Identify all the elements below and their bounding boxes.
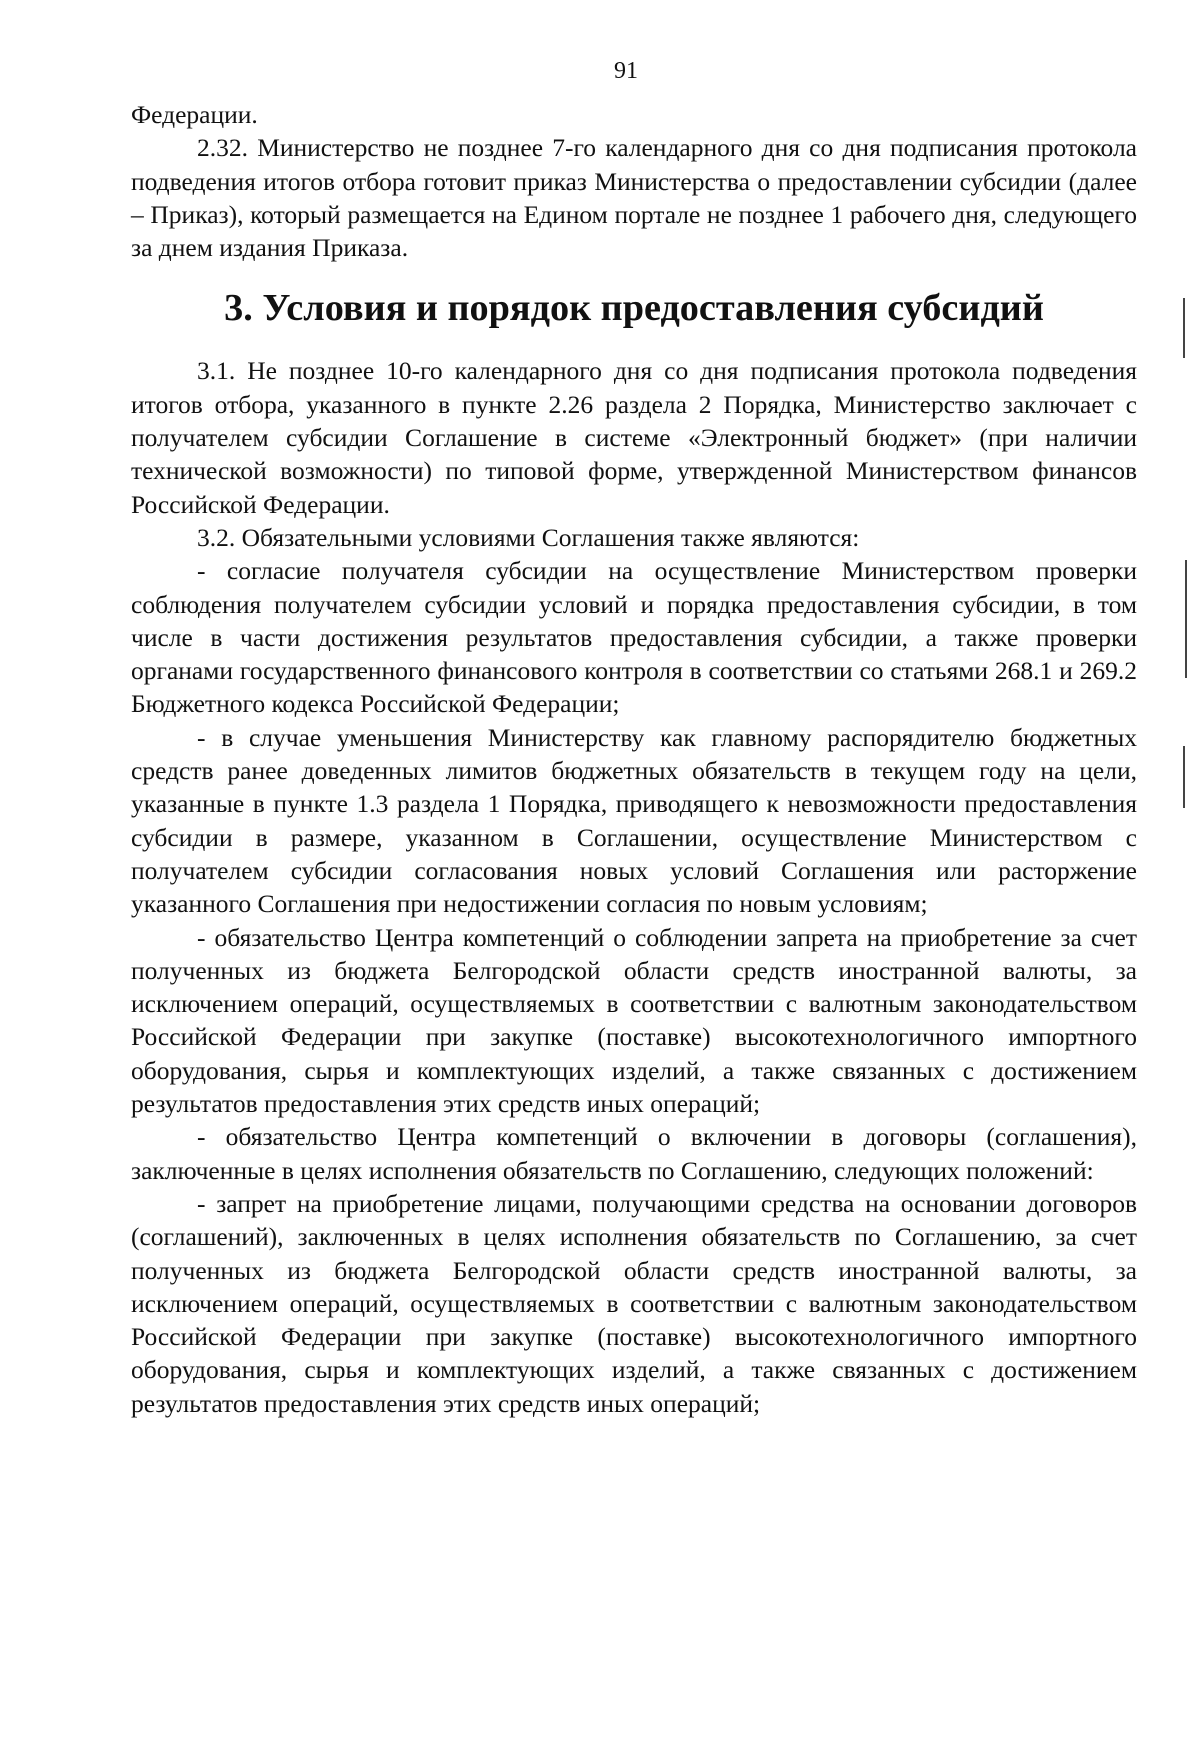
list-item-limit-reduction: - в случае уменьшения Министерству как главному распорядителю бюджетных средств ранее доведенных лимитов бюджетных обязательств в текущем году на цели, указанные в пункте 1.3 раздела 1 Порядка, приводящего к невозможности предоставления субсидии в размере, указанном в Соглашении, осуществление Министерством с получателем субсидии согласования новых условий Соглашения или расторжение указанного Соглашения при недостижении согласия по новым условиям; — [131, 722, 1137, 919]
paragraph-continuation: Федерации. — [131, 100, 258, 129]
list-item-subcontract-currency-ban: - запрет на приобретение лицами, получающими средства на основании договоров (соглашений), заключенных в целях исполнения обязательств по Соглашению, за счет полученных из бюджета Белгородской области средств иностранной валюты, за исключением операций, осуществляемых в соответствии с валютным законодательством Российской Федерации при закупке (поставке) высокотехнологичного импортного оборудования, сырья и комплектующих изделий, а также связанных с достижением результатов предоставления этих средств иных операций; — [131, 1188, 1137, 1418]
paragraph-3-1: 3.1. Не позднее 10-го календарного дня со дня подписания протокола подведения итогов отбора, указанного в пункте 2.26 раздела 2 Порядка, Министерство заключает с получателем субсидии Соглашение в системе «Электронный бюджет» (при наличии технической возможности) по типовой форме, утвержденной Министерством финансов Российской Федерации. — [131, 356, 1137, 519]
page-number: 91 — [614, 58, 638, 84]
list-item-consent: - согласие получателя субсидии на осуществление Министерством проверки соблюдения получателем субсидии условий и порядка предоставления субсидии, в том числе в части достижения результатов предоставления субсидии, а также проверки органами государственного финансового контроля в соответствии со статьями 268.1 и 269.2 Бюджетного кодекса Российской Федерации; — [131, 556, 1137, 719]
paragraph-2-32: 2.32. Министерство не позднее 7-го календарного дня со дня подписания протокола подведения итогов отбора готовит приказ Министерства о предоставлении субсидии (далее – Приказ), который размещается на Едином портале не позднее 1 рабочего дня, следующего за днем издания Приказа. — [131, 133, 1137, 263]
scan-artifact-mark — [1183, 298, 1185, 358]
scan-artifact-mark — [1183, 746, 1185, 808]
section-heading: 3. Условия и порядок предоставления субсидий — [224, 287, 1044, 330]
list-item-currency-ban: - обязательство Центра компетенций о соблюдении запрета на приобретение за счет полученных из бюджета Белгородской области средств иностранной валюты, за исключением операций, осуществляемых в соответствии с валютным законодательством Российской Федерации при закупке (поставке) высокотехнологичного импортного оборудования, сырья и комплектующих изделий, а также связанных с достижением результатов предоставления этих средств иных операций; — [131, 922, 1137, 1119]
document-body — [131, 98, 1137, 1420]
scan-artifact-mark — [1185, 560, 1187, 678]
list-item-contract-provisions: - обязательство Центра компетенций о включении в договоры (соглашения), заключенные в целях исполнения обязательств по Соглашению, следующих положений: — [131, 1122, 1137, 1185]
paragraph-3-2: 3.2. Обязательными условиями Соглашения также являются: — [197, 522, 860, 552]
